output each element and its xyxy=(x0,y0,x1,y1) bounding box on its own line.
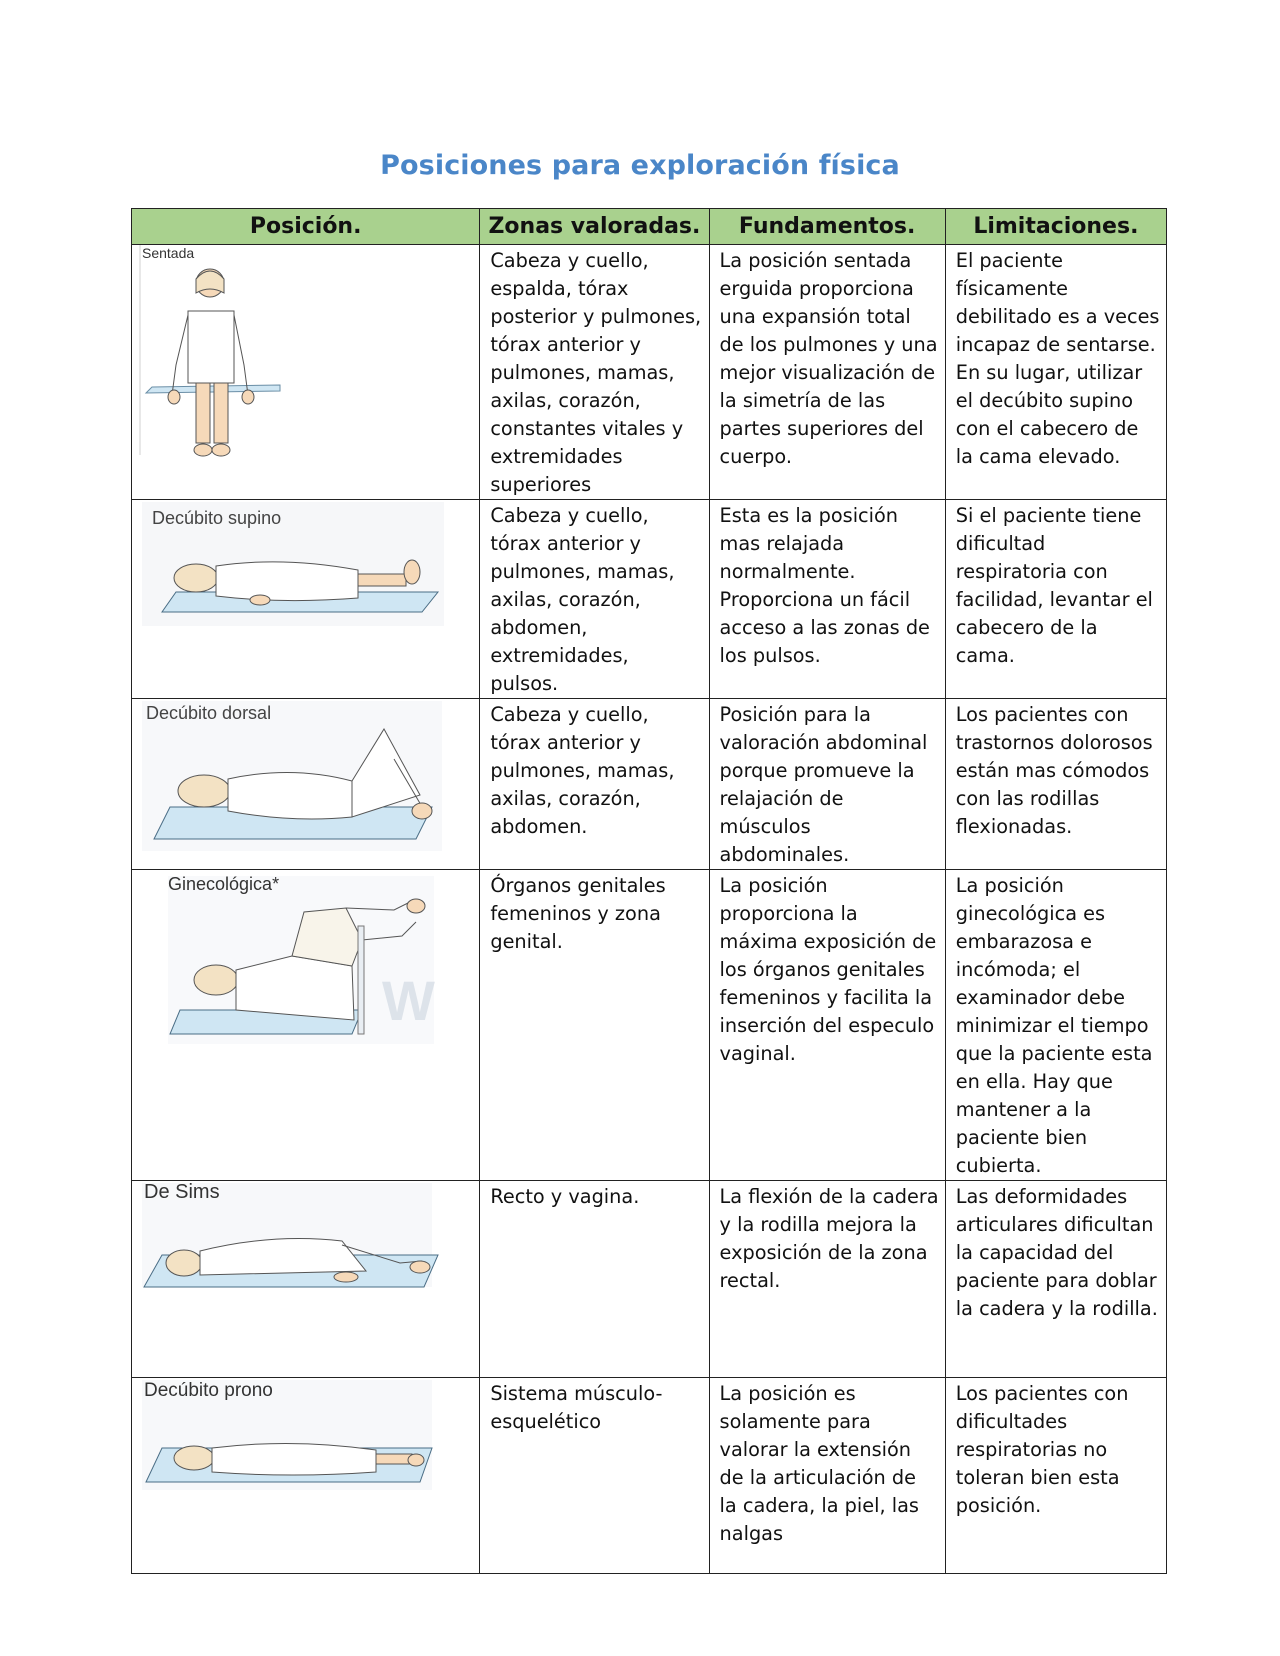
gynecologic-figure xyxy=(132,870,480,1178)
zones-text: Recto y vagina. xyxy=(490,1185,640,1208)
zones-text: Órganos genitales femeninos y zona genital. xyxy=(490,874,666,953)
fundamentos-text: Esta es la posición mas relajada normalmente. Proporciona un fácil acceso a las zonas de los pulsos. xyxy=(719,504,930,667)
table-row xyxy=(132,500,1167,699)
limitaciones-cell xyxy=(945,1378,1166,1574)
zones-text: Sistema músculo-esquelético xyxy=(490,1382,663,1433)
zones-cell xyxy=(480,245,709,500)
page-title: Posiciones para exploración física xyxy=(380,150,900,181)
fundamentos-text: Posición para la valoración abdominal porque promueve la relajación de músculos abdominales. xyxy=(719,703,928,866)
limitaciones-text: Los pacientes con trastornos dolorosos están mas cómodos con las rodillas flexionadas. xyxy=(955,703,1153,838)
prone-figure xyxy=(132,1378,480,1572)
fundamentos-cell xyxy=(709,1181,945,1378)
positions-table xyxy=(131,208,1167,1574)
sitting-illustration xyxy=(132,245,480,495)
limitaciones-cell xyxy=(945,500,1166,699)
prone-illustration xyxy=(132,1378,480,1572)
figure-label: Ginecológica* xyxy=(168,874,280,894)
position-cell xyxy=(132,699,480,870)
limitaciones-text: La posición ginecológica es embarazosa e incómoda; el examinador debe minimizar el tiempo que la paciente esta en ella. Hay que mantener a la paciente bien cubierta. xyxy=(955,874,1153,1177)
figure-label: Sentada xyxy=(142,245,195,261)
table-row xyxy=(132,1181,1167,1378)
fundamentos-cell xyxy=(709,1378,945,1574)
zones-cell xyxy=(480,870,709,1181)
zones-text: Cabeza y cuello, tórax anterior y pulmones, mamas, axilas, corazón, abdomen. xyxy=(490,703,675,838)
fundamentos-cell xyxy=(709,699,945,870)
position-cell xyxy=(132,870,480,1181)
limitaciones-text: Si el paciente tiene dificultad respiratoria con facilidad, levantar el cabecero de la cama. xyxy=(955,504,1153,667)
position-cell xyxy=(132,245,480,500)
zones-cell xyxy=(480,699,709,870)
zones-cell xyxy=(480,1181,709,1378)
header-position: Posición. xyxy=(132,209,480,245)
zones-cell xyxy=(480,1378,709,1574)
table-row xyxy=(132,245,1167,500)
header-limitaciones: Limitaciones. xyxy=(945,209,1166,245)
zones-text: Cabeza y cuello, tórax anterior y pulmones, mamas, axilas, corazón, abdomen, extremidades, pulsos. xyxy=(490,504,675,695)
limitaciones-cell xyxy=(945,699,1166,870)
header-zones: Zonas valoradas. xyxy=(480,209,709,245)
fundamentos-cell xyxy=(709,500,945,699)
table-header-row xyxy=(132,209,1167,245)
sims-illustration xyxy=(132,1181,480,1376)
position-cell xyxy=(132,500,480,699)
figure-label: De Sims xyxy=(144,1181,220,1203)
figure-label: Decúbito prono xyxy=(144,1380,273,1401)
svg-text:W: W xyxy=(382,969,435,1032)
sims-figure xyxy=(132,1181,480,1376)
position-cell xyxy=(132,1181,480,1378)
limitaciones-cell xyxy=(945,870,1166,1181)
zones-cell xyxy=(480,500,709,699)
table-row xyxy=(132,699,1167,870)
supine-figure xyxy=(132,500,480,639)
fundamentos-cell xyxy=(709,870,945,1181)
figure-label: Decúbito dorsal xyxy=(146,703,272,723)
fundamentos-text: La posición es solamente para valorar la extensión de la articulación de la cadera, la piel, las nalgas xyxy=(719,1382,919,1545)
limitaciones-text: Los pacientes con dificultades respiratorias no toleran bien esta posición. xyxy=(955,1382,1129,1517)
gynecologic-illustration xyxy=(132,870,480,1178)
fundamentos-text: La flexión de la cadera y la rodilla mejora la exposición de la zona rectal. xyxy=(719,1185,939,1292)
zones-text: Cabeza y cuello, espalda, tórax posterior y pulmones, tórax anterior y pulmones, mamas, axilas, corazón, constantes vitales y extremidades superiores xyxy=(490,249,702,496)
sitting-figure xyxy=(132,245,480,495)
limitaciones-cell xyxy=(945,1181,1166,1378)
limitaciones-text: Las deformidades articulares dificultan la capacidad del paciente para doblar la cadera y la rodilla. xyxy=(955,1185,1158,1320)
fundamentos-text: La posición proporciona la máxima exposición de los órganos genitales femeninos y facilita la inserción del especulo vaginal. xyxy=(719,874,937,1065)
limitaciones-text: El paciente físicamente debilitado es a veces incapaz de sentarse. En su lugar, utilizar el decúbito supino con el cabecero de la cama elevado. xyxy=(955,249,1160,468)
position-cell xyxy=(132,1378,480,1574)
table-row xyxy=(132,1378,1167,1574)
fundamentos-cell xyxy=(709,245,945,500)
dorsal-figure xyxy=(132,699,480,855)
figure-label: Decúbito supino xyxy=(152,508,282,528)
fundamentos-text: La posición sentada erguida proporciona una expansión total de los pulmones y una mejor visualización de la simetría de las partes superiores del cuerpo. xyxy=(719,249,938,468)
limitaciones-cell xyxy=(945,245,1166,500)
table-row xyxy=(132,870,1167,1181)
header-fundamentos: Fundamentos. xyxy=(709,209,945,245)
